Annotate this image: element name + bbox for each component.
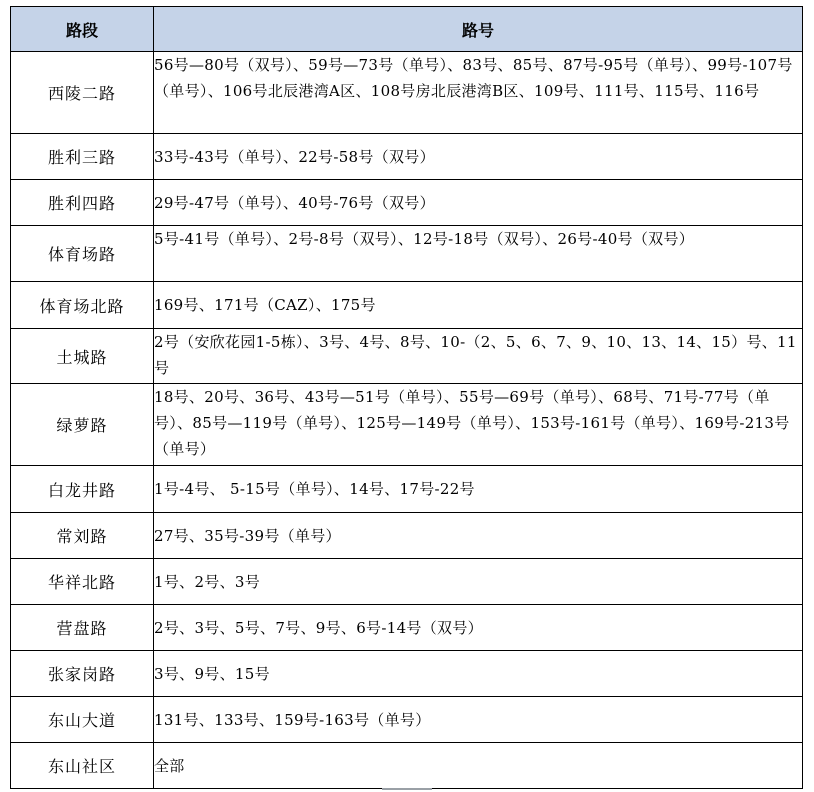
segment-cell: 绿萝路 [11,384,154,466]
segment-cell: 土城路 [11,329,154,384]
table-row [11,466,803,513]
numbers-cell: 169号、171号（CAZ）、175号 [154,282,803,329]
segment-cell: 华祥北路 [11,559,154,605]
numbers-cell: 全部 [154,743,803,789]
numbers-cell: 27号、35号-39号（单号） [154,513,803,559]
table-row [11,384,803,466]
header-numbers: 路号 [154,7,803,52]
segment-cell: 营盘路 [11,605,154,651]
table-row [11,651,803,697]
segment-cell: 张家岗路 [11,651,154,697]
table-row [11,743,803,789]
numbers-cell: 33号-43号（单号）、22号-58号（双号） [154,134,803,180]
table-header [11,7,803,52]
segment-cell: 胜利三路 [11,134,154,180]
table-row [11,559,803,605]
numbers-cell: 3号、9号、15号 [154,651,803,697]
table-row [11,134,803,180]
numbers-cell: 2号（安欣花园1-5栋）、3号、4号、8号、10-（2、5、6、7、9、10、13、14、15）号、11号 [154,329,803,384]
table-body [11,52,803,789]
segment-cell: 白龙井路 [11,466,154,513]
segment-cell: 东山社区 [11,743,154,789]
segment-cell: 体育场北路 [11,282,154,329]
table-row [11,282,803,329]
numbers-cell: 29号-47号（单号）、40号-76号（双号） [154,180,803,226]
numbers-cell: 5号-41号（单号）、2号-8号（双号）、12号-18号（双号）、26号-40号（双号） [154,226,803,282]
numbers-cell: 2号、3号、5号、7号、9号、6号-14号（双号） [154,605,803,651]
footer-divider [382,788,432,790]
numbers-cell: 1号-4号、 5-15号（单号）、14号、17号-22号 [154,466,803,513]
header-segment: 路段 [11,7,154,52]
segment-cell: 体育场路 [11,226,154,282]
segment-cell: 常刘路 [11,513,154,559]
header-row [11,7,803,52]
table-row [11,180,803,226]
road-number-table [10,6,803,789]
table-row [11,226,803,282]
table-row [11,513,803,559]
table-row [11,697,803,743]
segment-cell: 胜利四路 [11,180,154,226]
numbers-cell: 1号、2号、3号 [154,559,803,605]
numbers-cell: 56号—80号（双号）、59号—73号（单号）、83号、85号、87号-95号（单号）、99号-107号（单号）、106号北辰港湾A区、108号房北辰港湾B区、109号、111号、115号、116号 [154,52,803,134]
segment-cell: 东山大道 [11,697,154,743]
table-row [11,605,803,651]
numbers-cell: 18号、20号、36号、43号—51号（单号）、55号—69号（单号）、68号、71号-77号（单号）、85号—119号（单号）、125号—149号（单号）、153号-161号（单号）、169号-213号（单号） [154,384,803,466]
numbers-cell: 131号、133号、159号-163号（单号） [154,697,803,743]
table-row [11,52,803,134]
table-row [11,329,803,384]
segment-cell: 西陵二路 [11,52,154,134]
